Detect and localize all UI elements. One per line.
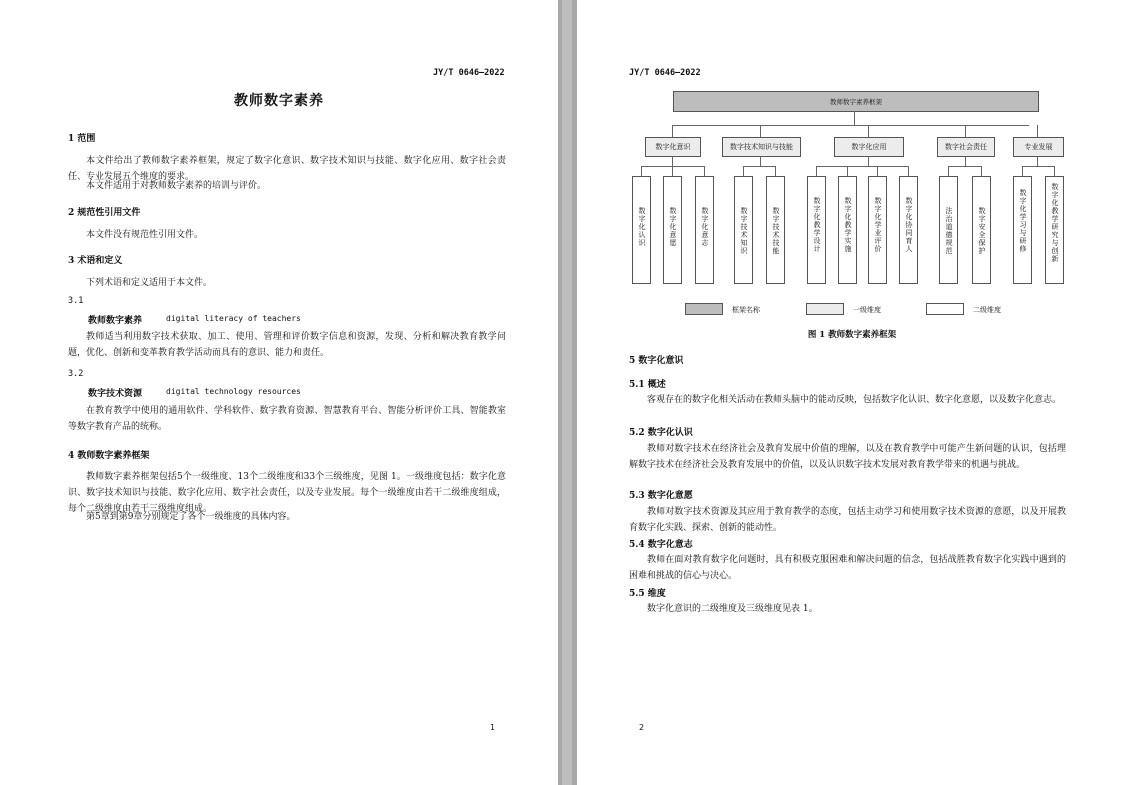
level2-box: 数字化教学实施	[838, 176, 857, 284]
section-heading: 5 数字化意识	[629, 356, 684, 366]
level2-box: 数字化协同育人	[899, 176, 918, 284]
legend-label: 二级维度	[973, 306, 1001, 314]
term-name: 数字技术资源	[88, 389, 143, 399]
paragraph: 下列术语和定义适用于本文件。	[86, 278, 213, 288]
paragraph: 教师对数字技术在经济社会及教育发展中价值的理解，以及在教育教学中可能产生新问题的认识，包括理解数字技术在经济社会及教育发展中的价值，以及认识数字技术发展对教育教学带来的机遇与挑战。	[629, 444, 1066, 470]
connector-line	[1022, 166, 1054, 167]
level2-box: 数字化教学设计	[807, 176, 826, 284]
subsection-heading: 5.3 数字化意愿	[629, 491, 693, 501]
connector-line	[1054, 166, 1055, 176]
level1-box: 数字社会责任	[937, 137, 995, 157]
subsection-heading: 5.1 概述	[629, 380, 666, 390]
connector-line	[965, 125, 966, 137]
connector-line	[816, 166, 908, 167]
connector-line	[868, 125, 869, 137]
legend-swatch-level2	[926, 303, 964, 315]
connector-line	[672, 156, 673, 166]
connector-line	[868, 156, 869, 166]
term-number: 3.2	[68, 369, 84, 379]
connector-line	[948, 166, 981, 167]
level2-box: 数字安全保护	[972, 176, 991, 284]
paragraph: 数字化意识的二级维度及三级维度见表 1。	[647, 604, 818, 614]
paragraph: 教师对数字技术资源及其应用于教育教学的态度，包括主动学习和使用数字技术资源的意愿，以及开展教育数字化实践、探索、创新的能动性。	[629, 507, 1066, 533]
scrollbar[interactable]	[562, 0, 572, 785]
standard-number: JY/T 0646—2022	[629, 68, 701, 78]
legend-label: 框架名称	[732, 306, 760, 314]
section-heading: 1 范围	[68, 134, 96, 144]
connector-line	[760, 125, 761, 137]
legend-label: 一级维度	[853, 306, 881, 314]
page-number: 1	[490, 723, 496, 732]
level1-box: 数字化应用	[834, 137, 904, 157]
level2-box: 数字化意愿	[663, 176, 682, 284]
connector-line	[965, 156, 966, 166]
level2-box: 数字化教学研究与创新	[1045, 176, 1064, 284]
connector-line	[672, 125, 1029, 126]
level2-box: 数字技术技能	[766, 176, 785, 284]
connector-line	[1022, 166, 1023, 176]
level2-box: 法治道德规范	[939, 176, 958, 284]
connector-line	[641, 166, 642, 176]
connector-line	[743, 166, 744, 176]
section-heading: 4 教师数字素养框架	[68, 451, 150, 461]
level1-box: 数字技术知识与技能	[722, 137, 801, 157]
level2-box: 数字化意志	[695, 176, 714, 284]
figure-root-box: 教师数字素养框架	[673, 91, 1039, 112]
level2-box: 数字化学习与研修	[1013, 176, 1032, 284]
subsection-heading: 5.4 数字化意志	[629, 540, 693, 550]
connector-line	[847, 166, 848, 176]
connector-line	[760, 156, 761, 166]
paragraph: 本文件适用于对教师数字素养的培训与评价。	[86, 181, 267, 191]
term-english: digital technology resources	[166, 387, 301, 396]
document-page-1	[0, 0, 558, 785]
document-title: 教师数字素养	[234, 93, 324, 109]
level1-box: 数字化意识	[645, 137, 701, 157]
connector-line	[981, 166, 982, 176]
level2-box: 数字技术知识	[734, 176, 753, 284]
document-page-2	[577, 0, 1127, 785]
connector-line	[775, 166, 776, 176]
term-definition: 在教育教学中使用的通用软件、学科软件、数字教育资源、智慧教育平台、智能分析评价工具、智能教室等数字教育产品的统称。	[68, 406, 506, 432]
term-name: 教师数字素养	[88, 316, 143, 326]
paragraph: 本文件给出了教师数字素养框架，规定了数字化意识、数字技术知识与技能、数字化应用、数字社会责任、专业发展五个维度的要求。	[68, 156, 506, 182]
figure-caption: 图 1 教师数字素养框架	[807, 330, 897, 340]
term-english: digital literacy of teachers	[166, 314, 301, 323]
legend-swatch-framework	[685, 303, 723, 315]
section-heading: 3 术语和定义	[68, 256, 123, 266]
connector-line	[743, 166, 775, 167]
page-number: 2	[639, 723, 645, 732]
connector-line	[877, 166, 878, 176]
connector-line	[854, 111, 855, 126]
subsection-heading: 5.2 数字化认识	[629, 428, 693, 438]
subsection-heading: 5.5 维度	[629, 589, 666, 599]
paragraph: 教师数字素养框架包括5个一级维度、13个二级维度和33个三级维度，见图 1。一级维度包括：数字化意识、数字技术知识与技能、数字化应用、数字社会责任，以及专业发展。每个一级维度由若干二级维度组成，每个二级维度由若干三级维度组成。	[68, 472, 506, 514]
connector-line	[704, 166, 705, 176]
paragraph: 第5章到第9章分别规定了各个一级维度的具体内容。	[86, 512, 296, 522]
level2-box: 数字化学业评价	[868, 176, 887, 284]
paragraph: 教师在面对教育数字化问题时，具有积极克服困难和解决问题的信念，包括战胜教育数字化实践中遇到的困难和挑战的信心与决心。	[629, 555, 1066, 581]
connector-line	[672, 166, 673, 176]
connector-line	[948, 166, 949, 176]
legend-swatch-level1	[806, 303, 844, 315]
paragraph: 客观存在的数字化相关活动在教师头脑中的能动反映，包括数字化认识、数字化意愿，以及数字化意志。	[647, 395, 1062, 405]
section-heading: 2 规范性引用文件	[68, 208, 141, 218]
connector-line	[908, 166, 909, 176]
connector-line	[816, 166, 817, 176]
level1-box: 专业发展	[1013, 137, 1064, 157]
term-number: 3.1	[68, 296, 84, 306]
level2-box: 数字化认识	[632, 176, 651, 284]
term-definition: 教师适当利用数字技术获取、加工、使用、管理和评价数字信息和资源，发现、分析和解决教育教学问题，优化、创新和变革教育教学活动而具有的意识、能力和责任。	[68, 332, 506, 358]
connector-line	[1037, 156, 1038, 166]
standard-number: JY/T 0646—2022	[433, 68, 505, 78]
connector-line	[672, 125, 673, 137]
connector-line	[1037, 125, 1038, 137]
paragraph: 本文件没有规范性引用文件。	[86, 230, 204, 240]
